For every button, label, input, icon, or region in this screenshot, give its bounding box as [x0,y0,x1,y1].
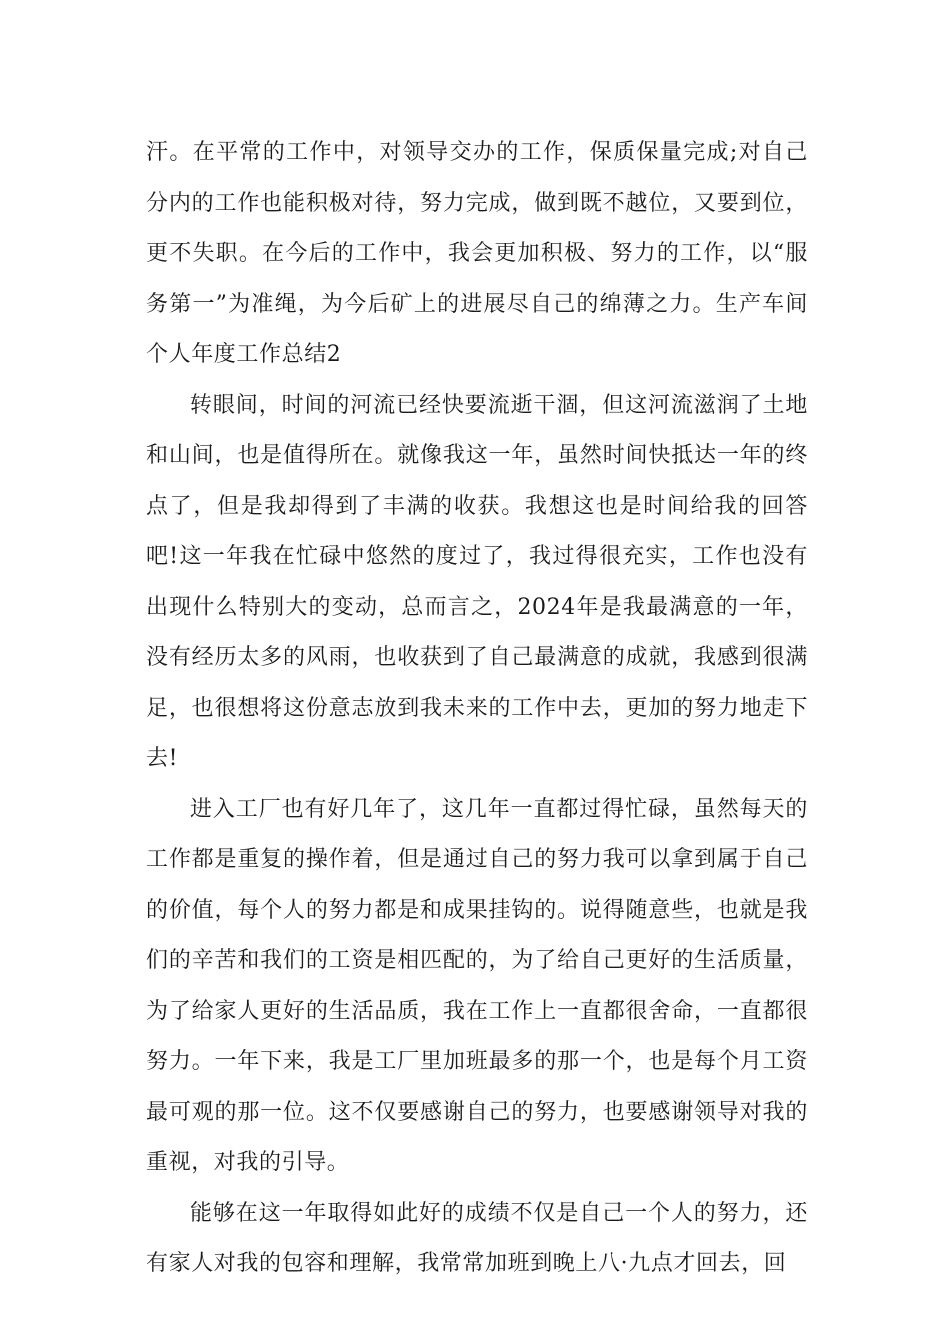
document-body [146,128,808,1290]
paragraph-year-review: 转眼间，时间的河流已经快要流逝干涸，但这河流滋润了土地和山间，也是值得所在。就像我这一年，虽然时间快抵达一年的终点了，但是我却得到了丰满的收获。我想这也是时间给我的回答吧!这一年我在忙碌中悠然的度过了，我过得很充实，工作也没有出现什么特别大的变动，总而言之，2024年是我最满意的一年，没有经历太多的风雨，也收获到了自己最满意的成就，我感到很满足，也很想将这份意志放到我未来的工作中去，更加的努力地走下去! [146,392,808,771]
paragraph-factory-work: 进入工厂也有好几年了，这几年一直都过得忙碌，虽然每天的工作都是重复的操作着，但是通过自己的努力我可以拿到属于自己的价值，每个人的努力都是和成果挂钩的。说得随意些，也就是我们的辛苦和我们的工资是相匹配的，为了给自己更好的生活质量，为了给家人更好的生活品质，我在工作上一直都很舍命，一直都很努力。一年下来，我是工厂里加班最多的那一个，也是每个月工资最可观的那一位。这不仅要感谢自己的努力，也要感谢领导对我的重视，对我的引导。 [146,796,808,1175]
paragraph-family-support: 能够在这一年取得如此好的成绩不仅是自己一个人的努力，还有家人对我的包容和理解，我常常加班到晚上八·九点才回去，回 [146,1200,808,1276]
paragraph-continuation: 汗。在平常的工作中，对领导交办的工作，保质保量完成;对自己分内的工作也能积极对待，努力完成，做到既不越位，又要到位，更不失职。在今后的工作中，我会更加积极、努力的工作，以“服务第一”为准绳，为今后矿上的进展尽自己的绵薄之力。生产车间个人年度工作总结2 [146,140,808,367]
